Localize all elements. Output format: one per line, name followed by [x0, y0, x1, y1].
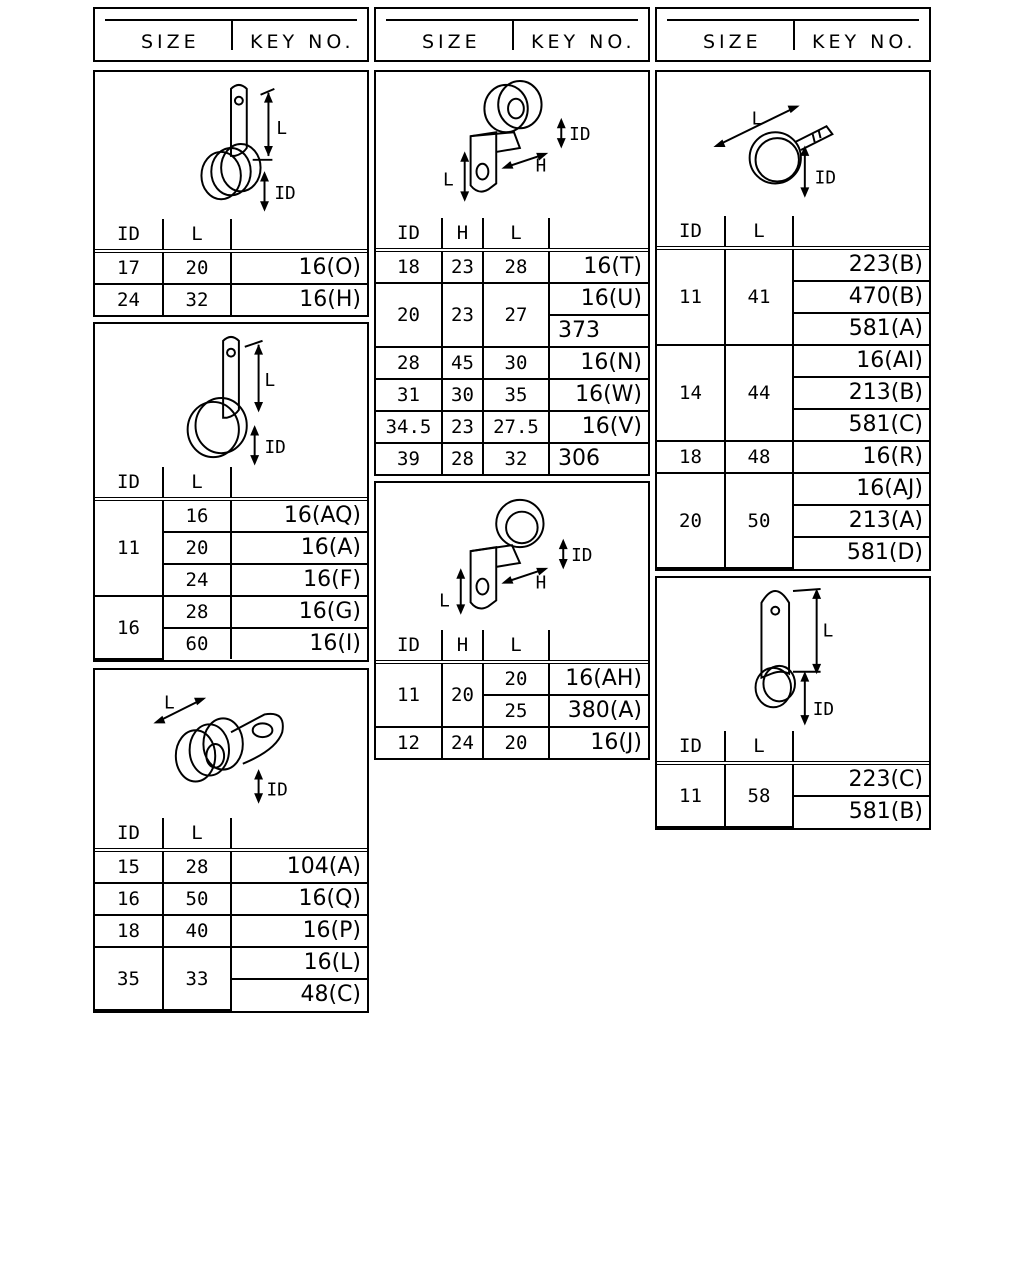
- ring-clamp-drawing: [657, 72, 929, 222]
- col-id: ID: [376, 218, 442, 250]
- table-row: 14 44 16(AI): [657, 345, 929, 377]
- table-row: 16 28 16(G): [95, 596, 367, 628]
- clamp-block-6: [655, 70, 931, 571]
- col-l: L: [163, 219, 231, 251]
- table-row: 16 50 16(Q): [95, 883, 367, 915]
- key-no: 213(A): [793, 505, 929, 537]
- table-row: 34.5 23 27.5 16(V): [376, 411, 648, 443]
- dim-id-label: ID: [266, 780, 288, 801]
- key-no: 16(AQ): [231, 499, 367, 532]
- dim-h-label: H: [535, 156, 547, 177]
- col-id: ID: [657, 216, 725, 248]
- key-no: 16(AJ): [793, 473, 929, 505]
- table-row: 18 48 16(R): [657, 441, 929, 473]
- key-no: 470(B): [793, 281, 929, 313]
- table-row: 17 20 16(O): [95, 251, 367, 284]
- p-clamp-drawing: [657, 578, 929, 736]
- table-row: 11 20 20 16(AH): [376, 662, 648, 695]
- table-row: 60 16(I): [95, 628, 367, 659]
- col-key: [231, 467, 367, 499]
- size-table-2: [95, 467, 367, 660]
- key-no: 581(C): [793, 409, 929, 441]
- clamp-block-3: [93, 668, 369, 1013]
- key-no: 16(U): [549, 283, 648, 315]
- clamp-block-7: [655, 576, 931, 830]
- key-no: 16(R): [793, 441, 929, 473]
- size-table-6: [657, 216, 929, 569]
- key-no: 581(A): [793, 313, 929, 345]
- key-no: 16(AI): [793, 345, 929, 377]
- dim-l-label: L: [276, 119, 288, 140]
- table-row: 11 16 16(AQ): [95, 499, 367, 532]
- key-no: 373: [549, 315, 648, 347]
- dim-id-label: ID: [274, 184, 296, 205]
- size-table-1: [95, 219, 367, 315]
- dim-id-label: ID: [264, 438, 286, 459]
- col-id: ID: [95, 818, 163, 850]
- dim-id-label: ID: [812, 700, 835, 721]
- key-no: 16(J): [549, 727, 648, 758]
- col-key: [793, 216, 929, 248]
- clamp-block-2: [93, 322, 369, 662]
- table-row: 11 41 223(B): [657, 248, 929, 281]
- table-row: 35 33 16(L): [95, 947, 367, 979]
- key-no-label: KEY NO.: [812, 31, 917, 53]
- size-table-5: [376, 630, 648, 758]
- key-no: 581(D): [793, 537, 929, 568]
- table-row: 31 30 35 16(W): [376, 379, 648, 411]
- key-no: 16(Q): [231, 883, 367, 915]
- dim-id-label: ID: [814, 168, 837, 189]
- offset-single-clamp-drawing: [376, 483, 648, 633]
- table-row: 11 58 223(C): [657, 763, 929, 796]
- offset-clamp-drawing: [376, 72, 648, 222]
- key-no: 16(AH): [549, 662, 648, 695]
- col-key: [549, 630, 648, 662]
- clamp-block-1: [93, 70, 369, 317]
- key-no: 16(N): [549, 347, 648, 379]
- col-id: ID: [657, 731, 725, 763]
- dim-l-label: L: [439, 591, 450, 612]
- size-label: SIZE: [703, 31, 762, 53]
- header-col-2: [374, 7, 650, 62]
- key-no: 104(A): [231, 850, 367, 883]
- key-no: 306: [549, 443, 648, 474]
- table-row: 20 23 27 16(U): [376, 283, 648, 315]
- dim-l-label: L: [751, 109, 763, 130]
- dim-l-label: L: [264, 371, 276, 392]
- dim-id-label: ID: [569, 125, 591, 146]
- key-no: 16(L): [231, 947, 367, 979]
- table-row: 25 380(A): [376, 695, 648, 727]
- key-no: 581(B): [793, 796, 929, 827]
- col-l: L: [163, 467, 231, 499]
- col-key: [549, 218, 648, 250]
- col-key: [793, 731, 929, 763]
- dim-l-label: L: [443, 170, 454, 191]
- clamp-block-4: [374, 70, 650, 476]
- cushion-clamp-drawing: [95, 670, 367, 822]
- size-table-3: [95, 818, 367, 1011]
- table-row: 12 24 20 16(J): [376, 727, 648, 758]
- size-table-4: [376, 218, 648, 474]
- key-no: 16(F): [231, 564, 367, 596]
- key-no: 380(A): [549, 695, 648, 727]
- col-l: L: [725, 731, 793, 763]
- col-key: [231, 219, 367, 251]
- key-no: 16(W): [549, 379, 648, 411]
- key-no: 16(G): [231, 596, 367, 628]
- key-no: 223(B): [793, 248, 929, 281]
- key-no: 16(O): [231, 251, 367, 284]
- col-h: H: [442, 630, 483, 662]
- table-row: 28 45 30 16(N): [376, 347, 648, 379]
- dim-id-label: ID: [571, 545, 593, 566]
- loop-clamp-drawing: [95, 324, 367, 472]
- header-col-3: [655, 7, 931, 62]
- dim-l-label: L: [163, 693, 175, 714]
- col-l: L: [483, 630, 549, 662]
- table-row: 24 32 16(H): [95, 284, 367, 315]
- table-row: 18 23 28 16(T): [376, 250, 648, 283]
- key-no-label: KEY NO.: [250, 31, 355, 53]
- clamp-block-5: [374, 481, 650, 760]
- size-label: SIZE: [422, 31, 481, 53]
- col-l: L: [163, 818, 231, 850]
- table-row: 18 40 16(P): [95, 915, 367, 947]
- col-l: L: [483, 218, 549, 250]
- key-no-label: KEY NO.: [531, 31, 636, 53]
- col-id: ID: [95, 219, 163, 251]
- key-no: 48(C): [231, 979, 367, 1010]
- dim-l-label: L: [822, 621, 834, 642]
- size-label: SIZE: [141, 31, 200, 53]
- coil-clamp-drawing: [95, 72, 367, 222]
- header-col-1: [93, 7, 369, 62]
- key-no: 16(V): [549, 411, 648, 443]
- col-key: [231, 818, 367, 850]
- size-table-7: [657, 731, 929, 828]
- table-row: 20 50 16(AJ): [657, 473, 929, 505]
- table-row: 24 16(F): [95, 564, 367, 596]
- col-h: H: [442, 218, 483, 250]
- dim-h-label: H: [535, 573, 547, 594]
- key-no: 16(A): [231, 532, 367, 564]
- key-no: 16(P): [231, 915, 367, 947]
- key-no: 223(C): [793, 763, 929, 796]
- key-no: 16(H): [231, 284, 367, 315]
- table-row: 39 28 32 306: [376, 443, 648, 474]
- table-row: 15 28 104(A): [95, 850, 367, 883]
- key-no: 16(I): [231, 628, 367, 659]
- col-id: ID: [376, 630, 442, 662]
- key-no: 213(B): [793, 377, 929, 409]
- col-l: L: [725, 216, 793, 248]
- table-row: 20 16(A): [95, 532, 367, 564]
- col-id: ID: [95, 467, 163, 499]
- key-no: 16(T): [549, 250, 648, 283]
